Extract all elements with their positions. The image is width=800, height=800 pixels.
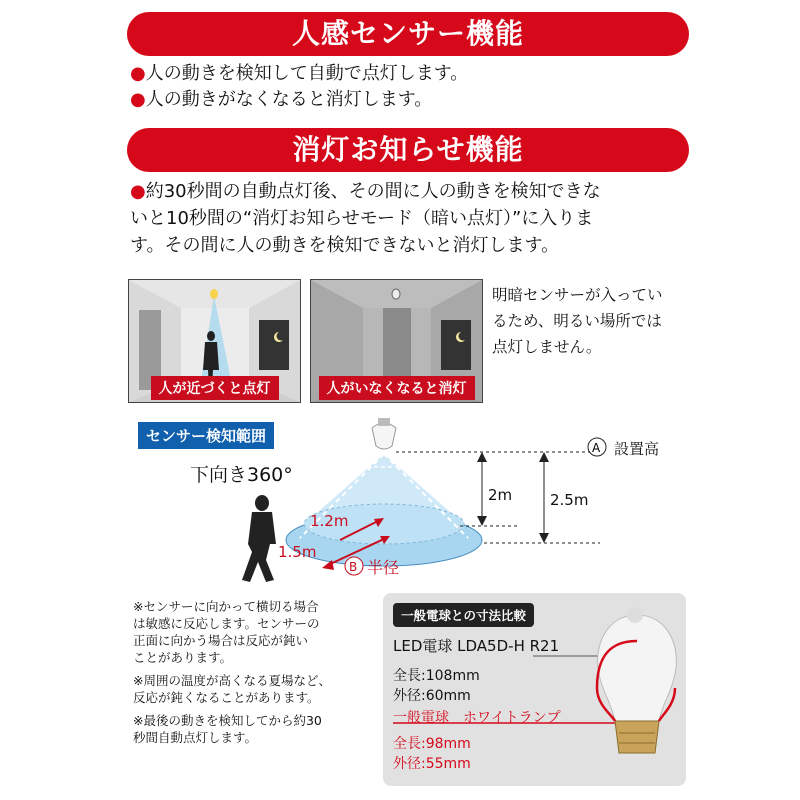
note-1: ※センサーに向かって横切る場合 は敏感に反応します。センサーの 正面に向かう場合は反応が鈍い ことがあります。 <box>133 599 320 665</box>
bullet-dot: ● <box>130 89 146 110</box>
height-2m-label: 2m <box>488 486 513 504</box>
bullet-dot: ● <box>130 181 146 202</box>
off-line-1-text: 約30秒間の自動点灯後、その間に人の動きを検知できな <box>145 181 601 202</box>
height-25m-label: 2.5m <box>550 491 589 509</box>
bulb-base-icon <box>615 721 659 753</box>
walking-person-icon <box>242 495 276 582</box>
bulb-compare-graphic <box>383 593 686 786</box>
side-note-line-1: 明暗センサーが入ってい <box>492 286 663 304</box>
sensor-range-tag: センサー検知範囲 <box>138 422 274 449</box>
compare-diameter-1: 外径:60mm <box>393 688 471 704</box>
a-mark: A <box>592 441 601 455</box>
led-bulb-icon <box>598 615 677 721</box>
off-line-2: いと10秒間の“消灯お知らせモード（暗い点灯）”に入りま <box>130 208 594 229</box>
side-note-line-3: 点灯しません。 <box>492 338 602 356</box>
compare-model: LED電球 LDA5D-H R21 <box>393 637 560 655</box>
bullet-dot: ● <box>130 63 146 84</box>
compare-generic-label: 一般電球 ホワイトランプ <box>393 710 561 726</box>
off-notice-banner: 消灯お知らせ機能 <box>127 128 689 172</box>
notes-block <box>133 598 378 752</box>
radius-12m-label: 1.2m <box>310 512 349 530</box>
motion-sensor-banner: 人感センサー機能 <box>127 12 689 56</box>
motion-item-2-text: 人の動きがなくなると消灯します。 <box>145 89 433 110</box>
compare-length-2: 全長:98mm <box>393 736 471 752</box>
compare-length-1: 全長:108mm <box>393 668 480 684</box>
ceiling-bulb-icon <box>372 423 396 449</box>
radius-15m-label: 1.5m <box>278 543 317 561</box>
compare-title: 一般電球との寸法比較 <box>393 603 534 627</box>
note-3: ※最後の動きを検知してから約30 秒間自動点灯します。 <box>133 713 322 745</box>
room-lit-caption: 人が近づくと点灯 <box>151 376 279 400</box>
off-line-3: す。その間に人の動きを検知できないと消灯します。 <box>130 235 560 256</box>
direction-label: 下向き360° <box>190 464 293 486</box>
radius-label: 半径 <box>367 558 400 577</box>
size-compare-panel <box>383 593 686 786</box>
room-dark-caption: 人がいなくなると消灯 <box>319 376 475 400</box>
b-mark: B <box>349 560 358 574</box>
motion-item-1-text: 人の動きを検知して自動で点灯します。 <box>145 63 469 84</box>
side-note-line-2: るため、明るい場所では <box>492 312 662 330</box>
note-2: ※周囲の温度が高くなる夏場など、 反応が鈍くなることがあります。 <box>133 673 331 705</box>
install-height-label: 設置高 <box>614 440 660 458</box>
compare-diameter-2: 外径:55mm <box>393 756 471 772</box>
